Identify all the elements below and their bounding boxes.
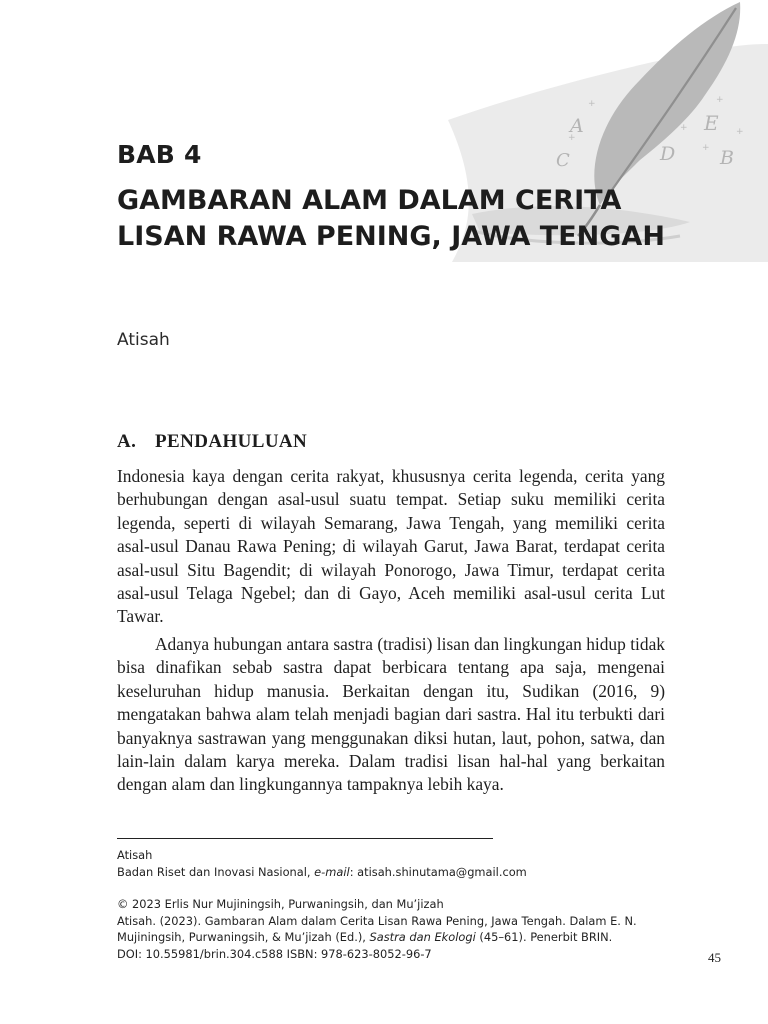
decorative-letter-e: E <box>704 111 719 135</box>
decorative-letter-d: D <box>660 143 676 165</box>
svg-text:+: + <box>716 95 724 105</box>
footnote-divider <box>117 838 493 839</box>
decorative-letter-a: A <box>570 115 584 137</box>
footnote-author: Atisah <box>117 848 153 862</box>
decorative-letter-b: B <box>720 147 734 169</box>
svg-text:+: + <box>702 143 710 153</box>
svg-text:+: + <box>736 127 744 137</box>
email-label: e-mail <box>314 864 350 879</box>
book-title: Sastra dan Ekologi <box>369 930 476 945</box>
doi-isbn: DOI: 10.55981/brin.304.c588 ISBN: 978-623-8052-96-7 <box>117 946 432 961</box>
section-title: PENDAHULUAN <box>155 431 308 452</box>
svg-text:+: + <box>680 123 688 133</box>
section-number: A. <box>117 431 137 452</box>
email-address: : atisah.shinutama@gmail.com <box>349 864 527 879</box>
citation-text: Atisah. (2023). Gambaran Alam dalam Cerita Lisan Rawa Pening, Jawa Tengah. Dalam E. N. Mujiningsih, Purwaningsih, & Mu’jizah (Ed.), Sastra dan Ekologi (45–61). Penerbit BRIN. <box>117 913 637 945</box>
chapter-title: GAMBARAN ALAM DALAM CERITA LISAN RAWA PENING, JAWA TENGAH <box>117 185 665 252</box>
chapter-label: BAB 4 <box>117 140 202 169</box>
paragraph-second: Adanya hubungan antara sastra (tradisi) lisan dan lingkungan hidup tidak bisa dinafikan sebab sastra dapat berbicara tentang apa saja, mengenai keseluruhan hidup manusia. Berkaitan dengan itu, Sudikan (2016, 9) mengatakan bahwa alam telah menjadi bagian dari sastra. Hal itu terbukti dari banyaknya sastrawan yang menggunakan diksi hutan, laut, pohon, satwa, dan lain-lain dalam karya mereka. Dalam tradisi lisan hal-hal yang berkaitan dengan alam dan lingkungannya tampaknya lebih kaya. <box>117 634 665 795</box>
footnote-affiliation: Badan Riset dan Inovasi Nasional, e-mail: atisah.shinutama@gmail.com <box>117 864 527 879</box>
decorative-letter-c: C <box>556 150 570 171</box>
author-footnote <box>117 847 527 880</box>
author-name: Atisah <box>117 330 170 350</box>
citation-footnote <box>117 896 677 962</box>
copyright-line: © 2023 Erlis Nur Mujiningsih, Purwaningsih, dan Mu’jizah <box>117 897 444 911</box>
svg-text:+: + <box>568 133 576 143</box>
svg-text:+: + <box>588 99 596 109</box>
page-number: 45 <box>708 950 721 965</box>
section-heading <box>117 431 307 453</box>
paragraph-intro: Indonesia kaya dengan cerita rakyat, khususnya cerita legenda, cerita yang berhubungan dengan asal-usul suatu tempat. Setiap suku memiliki cerita legenda, seperti di wilayah Semarang, Jawa Tengah, yang memiliki cerita asal-usul Danau Rawa Pening; di wilayah Garut, Jawa Barat, terdapat cerita asal-usul Situ Bagendit; di wilayah Ponorogo, Jawa Timur, terdapat cerita asal-usul Telaga Ngebel; dan di Gayo, Aceh memiliki asal-usul cerita Lut Tawar. <box>117 466 665 627</box>
